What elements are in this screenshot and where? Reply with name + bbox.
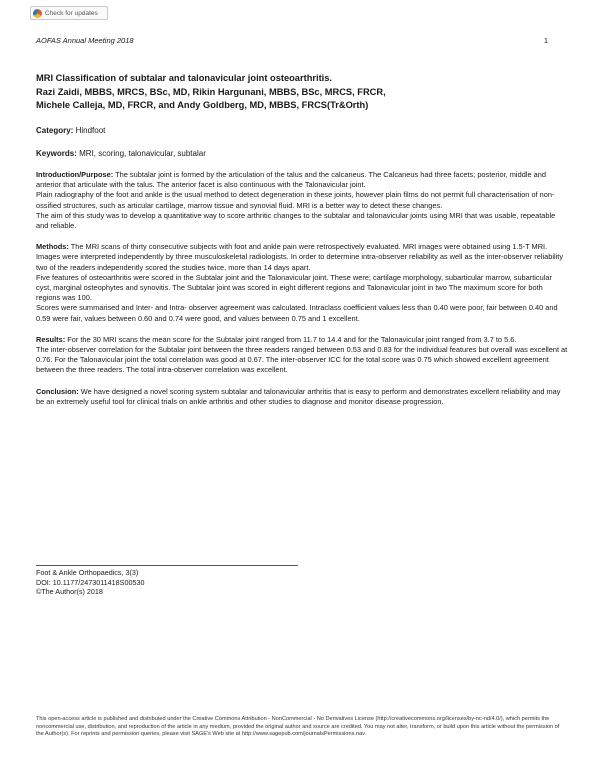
footnote-divider — [36, 565, 298, 566]
paragraph: For the 30 MRI scans the mean score for the Subtalar joint ranged from 11.7 to 14.4 and for the Talonavicular joint ranged from 3.7 to 5.6. — [67, 334, 517, 344]
page-number: 1 — [543, 36, 548, 45]
running-header-title: AOFAS Annual Meeting 2018 — [36, 36, 134, 45]
running-header — [36, 36, 548, 45]
doi: DOI: 10.1177/2473011418S00530 — [36, 577, 145, 587]
section-heading: Introduction/Purpose: — [36, 169, 114, 179]
keywords — [36, 149, 568, 159]
paragraph: The MRI scans of thirty consecutive subjects with foot and ankle pain were retrospectively evaluated. MRI images were obtained using 1.5-T MRI. Images were interpreted independently by three musculoskeletal radiologists. In order to determine intra-observer reliability as well as the inter-observer reliability two of the readers independently scored the studies twice, more than 14 days apart. — [36, 242, 564, 272]
paragraph: Five features of osteoarthritis were scored in the Subtalar joint and the Talonavicular joint. These were; cartilage morphology, subarticular marrow, subarticular cyst, marginal osteophytes and synovitis. The Subtalar joint was scored in eight different regions and Talonavicular joint in two The maximum score for both regions was 100. — [36, 272, 552, 303]
paragraph: We have designed a novel scoring system subtalar and talonavicular arthritis that is easy to perform and demonstrates excellent reliability and may be an extremely useful tool for clinical trials on ankle arthritis and other studies to diagnose and monitor disease progression. — [36, 386, 561, 406]
category-label: Category: — [36, 125, 74, 135]
publication-info — [36, 568, 144, 597]
copyright: ©The Author(s) 2018 — [36, 587, 103, 597]
crossmark-icon — [33, 9, 42, 18]
section-methods — [36, 242, 568, 324]
section-heading: Results: — [36, 334, 66, 344]
paragraph: The inter-observer correlation for the Subtalar joint between the three readers ranged between 0.53 and 0.83 for the individual features but overall was excellent at 0.76. For the Talonavicular joint the total correlation was good at 0.67. The inter-observer ICC for the total score was 0.75 which showed excellent agreement between the three readers. The total intra-observer correlation was excellent. — [36, 344, 568, 375]
section-heading: Methods: — [36, 242, 69, 252]
license-notice: This open-access article is published and distributed under the Creative Commons Attribution - NonCommercial - No Derivatives License (http://creativecommons.org/licenses/by-nc-nd/4.0/), which permits the noncommercial use, distribution, and reproduction of the article in any medium, provided the original author and source are credited. You may not alter, transform, or build upon this article without the permission of the Author(s). For reprints and permission queries, please visit SAGE's Web site at http://www.sagepub.com/journalsPermissions.nav. — [36, 716, 560, 738]
category — [36, 126, 568, 136]
author-line-2: Michele Calleja, MD, FRCR, and Andy Goldberg, MD, MBBS, FRCS(Tr&Orth) — [36, 100, 369, 110]
section-introduction — [36, 170, 568, 231]
category-value: Hindfoot — [75, 125, 106, 135]
check-for-updates-badge[interactable] — [30, 6, 108, 20]
paragraph: The aim of this study was to develop a quantitative way to score arthritic changes to the subtalar and talonavicular joints using MRI that was usable, repeatable and reliable. — [36, 210, 556, 230]
section-results — [36, 335, 568, 376]
paragraph: Scores were summarised and Inter- and Intra- observer agreement was calculated. Intraclass coefficient values less than 0.40 were poor, fair between 0.40 and 0.59 were fair, values between 0.60 and 0.74 were good, and values between 0.75 and 1 excellent. — [36, 303, 558, 323]
author-line-1: Razi Zaidi, MBBS, MRCS, BSc, MD, Rikin Hargunani, MBBS, BSc, MRCS, FRCR, — [36, 86, 386, 97]
keywords-label: Keywords: — [36, 148, 77, 158]
article-title: MRI Classification of subtalar and talonavicular joint osteoarthritis. — [36, 73, 333, 83]
badge-label: Check for updates — [45, 9, 98, 17]
keywords-value: MRI, scoring, talonavicular, subtalar — [79, 148, 206, 158]
article-body — [36, 72, 568, 407]
section-heading: Conclusion: — [36, 386, 79, 396]
paragraph: Plain radiography of the foot and ankle is the usual method to detect degeneration in these joints, however plain films do not permit full characterisation of non-ossified structures, such as articular cartilage, marrow tissue and synovial fluid. MRI is a better way to detect these changes. — [36, 190, 555, 210]
paragraph: The subtalar joint is formed by the articulation of the talus and the calcaneus. The Calcaneus had three facets; posterior, middle and anterior that articulate with the talus. The anterior facet is also continuous with the Talonavicular joint. — [36, 169, 546, 190]
journal-citation: Foot & Ankle Orthopaedics, 3(3) — [36, 568, 139, 577]
section-conclusion — [36, 387, 568, 407]
